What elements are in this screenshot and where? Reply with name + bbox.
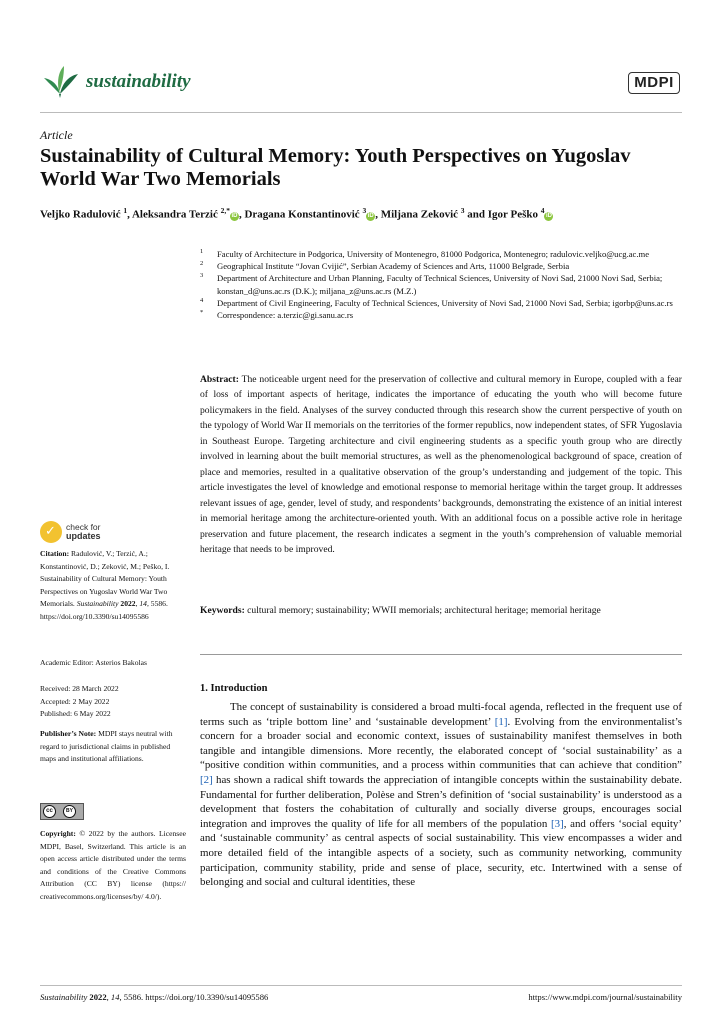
publishers-note	[40, 728, 188, 766]
mdpi-logo[interactable]	[628, 72, 680, 96]
paragraph-text: . Evolving from the environmentalist’s concern for a broader social and economic context, issues of sustainability manifest themselves in both tangible and intangible dimensions. More recently, the elaborated concept of ‘social sustainability’ as a “positive condition within communities, and a process within communities that can achieve that condition”	[200, 715, 682, 772]
affiliation-text: Geographical Institute “Jovan Cvijić”, Serbian Academy of Sciences and Arts, 11000 Belgrade, Serbia	[217, 261, 570, 272]
creative-commons-icon[interactable]	[40, 803, 84, 820]
accepted-date: Accepted: 2 May 2022	[40, 696, 110, 706]
article-type: Article	[40, 128, 73, 142]
header-divider	[40, 112, 682, 113]
author-affiliation-marker: 2,*	[220, 206, 230, 215]
affiliation-item	[200, 297, 690, 309]
affiliation-number: 1	[200, 248, 204, 255]
article-title: Sustainability of Cultural Memory: Youth Perspectives on Yugoslav World War Two Memorials	[40, 145, 631, 190]
paragraph-text: has shown a radical shift towards the appreciation of intangible concepts within the sustainability debate. Fundamental for further deliberation, Polèse and Stren’s definition of ‘social sustainability’ is understood as a development that fosters the cohabitation of culturally and socially diverse groups, encourages social integration and improves the quality of life for all members of the population	[200, 773, 682, 830]
publication-dates	[40, 683, 188, 721]
citation-year: 2022	[120, 599, 136, 609]
received-date: Received: 28 March 2022	[40, 684, 119, 693]
affiliation-item	[200, 272, 690, 296]
author-name: Miljana Zeković	[380, 208, 459, 221]
abstract-text: The noticeable urgent need for the preservation of collective and cultural memory in Europe, coupled with a fear of loss of important aspects of heritage, indicates the importance of educating the youth who will become future policymakers in the field. Analyses of the survey conducted through this research show the current perspective of youth on the typology of World War II memorials on the territories of the former republics, now independent states, of SFR Yugoslavia in Southeast Europe. Targeting architecture and civil engineering students as a specific youth group who are directly involved in learning about the built memorial structures, as well as the phenomenological background of space, creation of place and memories, resulted in a qualitative observation of the group’s understanding and judgement of the topic. This article investigates the level of knowledge and emotional response to memorial heritage within the target group. It addresses relevant issues of age, gender, level of study, and respondents’ backgrounds, demonstrating the existence of an initial interest in memorial heritage among the architecture-oriented youth. With an additional focus on a possible active role in heritage preservation and future placement, the research indicates a segment in the youth’s comprehension of valuable memorial heritage that needs to be improved.	[200, 374, 682, 555]
journal-logo[interactable]	[40, 64, 260, 104]
introduction-body	[200, 700, 682, 890]
orcid-icon[interactable]: iD	[545, 212, 552, 219]
check-label-line1: check for	[66, 522, 101, 532]
journal-name: sustainability	[86, 71, 191, 92]
correspondence	[200, 309, 690, 321]
citation-link[interactable]: [2]	[200, 773, 213, 786]
footer-volume: 14	[110, 992, 120, 1002]
affiliation-item	[200, 260, 690, 272]
affiliation-number: *	[200, 309, 204, 317]
footer-journal-url[interactable]: https://www.mdpi.com/journal/sustainability	[528, 992, 682, 1002]
affiliation-text: Department of Civil Engineering, Faculty of Technical Sciences, University of Novi Sad, 21000 Novi Sad, Serbia; igorbp@uns.ac.rs	[217, 297, 673, 308]
published-date: Published: 6 May 2022	[40, 709, 111, 719]
check-for-updates-button[interactable]	[40, 521, 160, 547]
section-divider	[200, 654, 682, 655]
citation-link[interactable]: [1]	[494, 715, 508, 728]
cc-icon: cc	[43, 805, 56, 818]
citation-label: Citation:	[40, 549, 70, 558]
author-name: Dragana Konstantinović	[244, 208, 360, 221]
footer-journal: Sustainability	[40, 992, 88, 1002]
orcid-icon[interactable]: iD	[231, 212, 238, 219]
footer-divider	[40, 985, 682, 986]
citation-journal: Sustainability	[76, 599, 119, 609]
author-name: Igor Peško	[487, 208, 538, 221]
academic-editor: Academic Editor: Asterios Bakolas	[40, 658, 147, 667]
mdpi-logo-text: MDPI	[634, 74, 674, 91]
citation-volume: 14	[139, 599, 147, 609]
citation-text: Radulović, V.; Terzić, A.; Konstantinović, D.; Zeković, M.; Peško, I. Sustainability of Cultural Memory: Youth Perspectives on Yugoslav World War Two Memorials.	[40, 549, 170, 609]
checkmark-icon: ✓	[45, 524, 56, 539]
citation-doi[interactable]: , 5586. https://doi.org/10.3390/su14095586	[40, 599, 168, 621]
affiliation-item	[200, 248, 690, 260]
affiliation-text: Faculty of Architecture in Podgorica, University of Montenegro, 81000 Podgorica, Montenegro; radulovic.veljko@ucg.ac.me	[217, 249, 650, 259]
citation-link[interactable]: [3]	[551, 817, 564, 830]
affiliation-number: 3	[200, 272, 204, 280]
publishers-note-label: Publisher’s Note:	[40, 729, 97, 738]
keywords	[200, 603, 682, 618]
keywords-label: Keywords:	[200, 605, 245, 616]
author-affiliation-marker: 3	[362, 206, 367, 215]
copyright-text: © 2022 by the authors. Licensee MDPI, Basel, Switzerland. This article is an open access article distributed under the terms and conditions of the Creative Commons Attribution (CC BY) license (https:// creativecommons.org/licenses/by/ 4.0/).	[40, 829, 186, 901]
author-name: Aleksandra Terzić	[131, 208, 218, 221]
affiliation-number: 2	[200, 260, 204, 268]
abstract	[200, 372, 682, 557]
footer-year: 2022	[89, 992, 107, 1002]
paragraph	[200, 700, 682, 890]
footer-doi[interactable]: , 5586. https://doi.org/10.3390/su14095586	[119, 992, 269, 1002]
abstract-label: Abstract:	[200, 374, 239, 385]
keywords-text: cultural memory; sustainability; WWII memorials; architectural heritage; memorial heritage	[247, 605, 601, 616]
paragraph-text: The concept of sustainability is considered a broad multi-focal agenda, reflected in the frequent use of terms such as ‘triple bottom line’ and ‘sustainable development’	[200, 701, 682, 728]
copyright-label: Copyright:	[40, 829, 76, 838]
publishers-note-text: MDPI stays neutral with regard to jurisdictional claims in published maps and institutional affiliations.	[40, 729, 173, 764]
author-list: Veljko Radulović $^1$, Aleksandra Terzić $^{2,*}$iD , Dragana Konstantinović $^3$iD , Miljana Zeković $^3$ and Igor Peško $^4$iD	[40, 206, 552, 221]
orcid-icon[interactable]: iD	[367, 212, 374, 219]
footer-citation: Sustainability 2022, 14, 5586. https://doi.org/10.3390/su14095586	[40, 992, 269, 1002]
affiliation-number: 4	[200, 296, 204, 304]
author-affiliation-marker: 1	[123, 206, 128, 215]
author-affiliation-marker: 4	[540, 206, 545, 215]
by-icon: BY	[63, 805, 76, 818]
copyright-block	[40, 828, 186, 904]
citation-block: Citation: Radulović, V.; Terzić, A.; Konstantinović, D.; Zeković, M.; Peško, I. Sustainability of Cultural Memory: Youth Perspectives on Yugoslav World War Two Memorials. Sustainability 2022, 14, 5586. https://doi.org/10.3390/su14095586	[40, 549, 170, 621]
sustainability-leaf-icon	[40, 64, 80, 98]
affiliation-text: Correspondence: a.terzic@gi.sanu.ac.rs	[217, 310, 354, 321]
check-label-line2: updates	[66, 531, 101, 541]
affiliation-text: Department of Architecture and Urban Planning, Faculty of Technical Sciences, University of Novi Sad, 21000 Novi Sad, Serbia; konstan_d@uns.ac.rs (D.K.); miljana_z@uns.ac.rs (M.Z.)	[217, 273, 663, 296]
affiliations	[200, 248, 690, 321]
section-heading: 1. Introduction	[200, 683, 268, 694]
author-affiliation-marker: 3	[460, 206, 465, 215]
paragraph-text: , and offers ‘social equity’ and ‘sustainable community’ as central aspects of social sustainability. This view encompasses a wider and more detailed field of the intangible aspects of a society, such as community networking, community participation, community stability, pride and sense of place, security, etc. Intertwined with a sense of belonging and social and cultural identities, these	[200, 817, 682, 889]
author-name: Veljko Radulović	[40, 208, 121, 221]
